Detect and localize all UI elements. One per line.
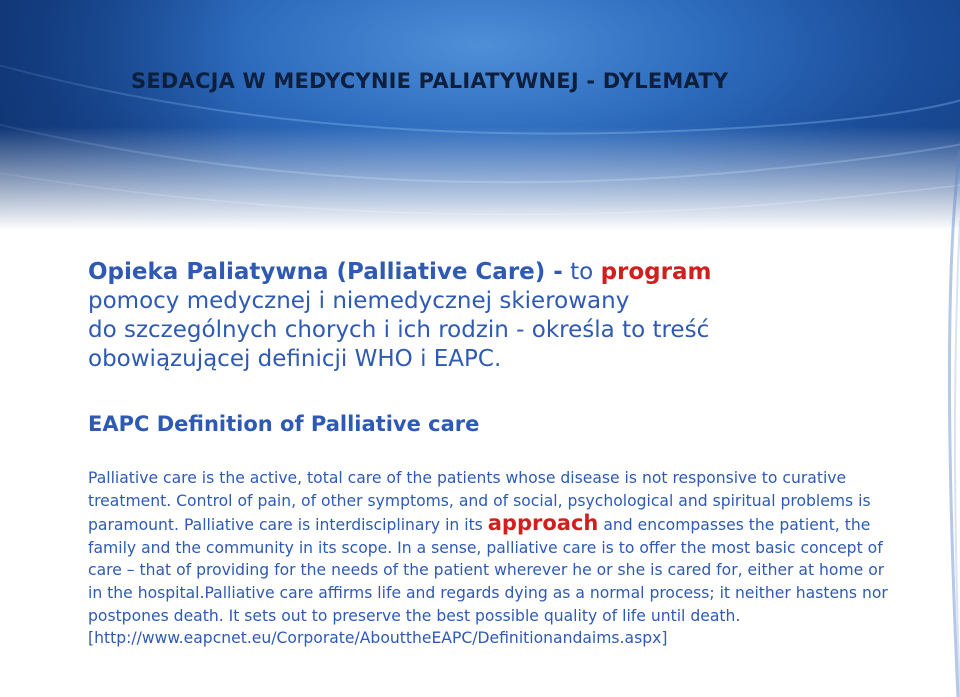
intro-paragraph [88,258,868,374]
intro-line-3: do szczególnych chorych i ich rodzin - określa to treść [88,317,710,343]
right-edge-decoration [900,0,960,697]
slide-title: SEDACJA W MEDYCYNIE PALIATYWNEJ - DYLEMATY [131,69,729,93]
definition-text-before: Palliative care is the active, total care of the patients whose disease is not responsive to curative treatment. Control of pain, of other symptoms, and of social, psychological and spiritual problems is paramount. Palliative care is interdisciplinary in its [88,469,871,535]
definition-highlight: approach [487,511,599,536]
intro-highlight: program [600,259,712,285]
intro-line-2: pomocy medycznej i niemedycznej skierowany [88,288,630,314]
source-citation: [http://www.eapcnet.eu/Corporate/AbouttheEAPC/Definitionandaims.aspx] [88,629,668,648]
definition-text-after: and encompasses the patient, the family and the community in its scope. In a sense, palliative care is to offer the most basic concept of care – that of providing for the needs of the patient wherever he or she is cared for, either at home or in the hospital.Palliative care affirms life and regards dying as a normal process; it neither hastens nor postpones death. It sets out to preserve the best possible quality of life until death. [88,516,888,625]
header-banner [0,0,960,230]
definition-heading: EAPC Definition of Palliative care [88,412,480,436]
definition-paragraph [88,467,888,650]
intro-line-4: obowiązującej definicji WHO i EAPC. [88,346,502,372]
banner-decoration [0,0,960,230]
intro-connector: to [562,259,601,285]
intro-lead: Opieka Paliatywna (Palliative Care) - [88,259,563,285]
